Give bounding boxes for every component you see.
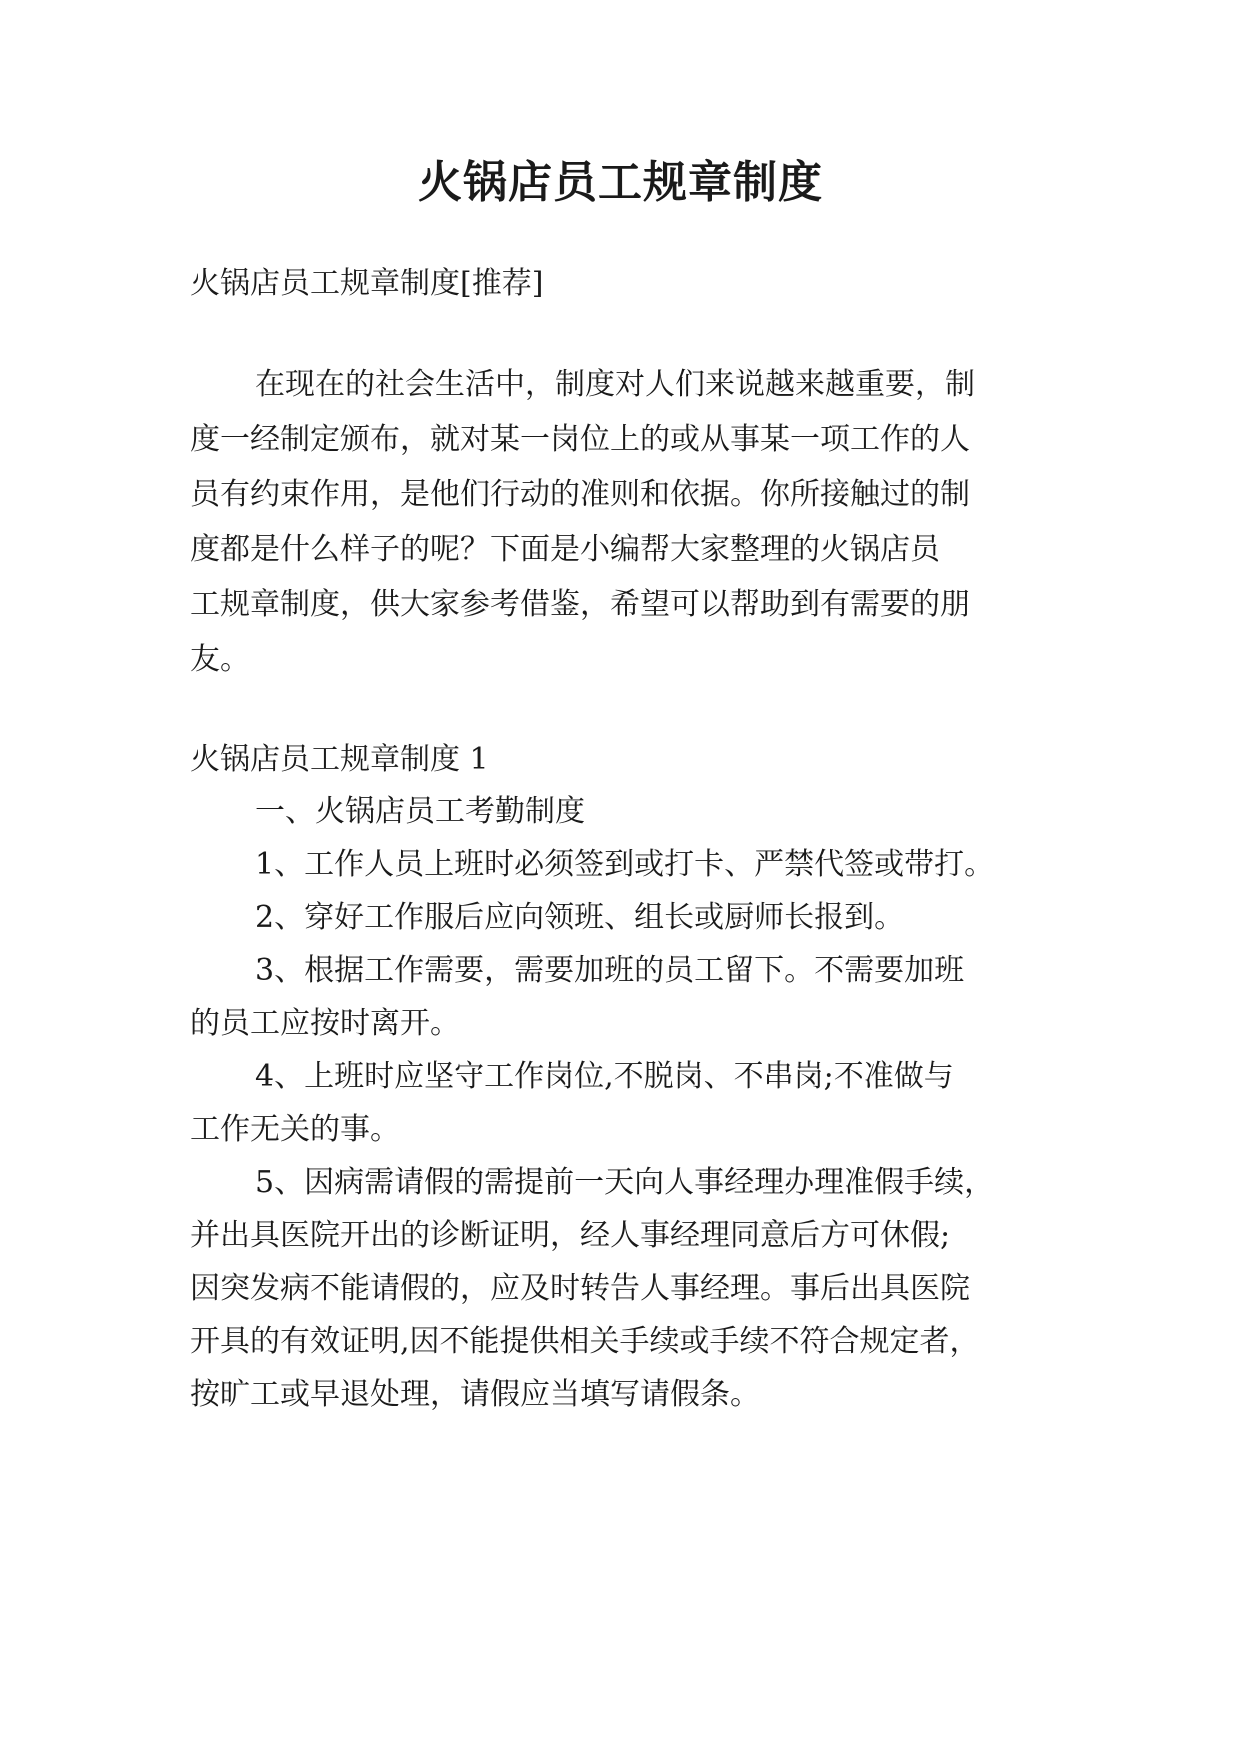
subsection-title: 一、火锅店员工考勤制度 <box>255 794 585 829</box>
item-line-5: 4、上班时应坚守工作岗位,不脱岗、不串岗;不准做与 <box>255 1059 954 1094</box>
item-line-3: 3、根据工作需要，需要加班的员工留下。不需要加班 <box>255 953 965 988</box>
item-line-2: 2、穿好工作服后应向领班、组长或厨师长报到。 <box>255 900 905 935</box>
item-line-8: 并出具医院开出的诊断证明，经人事经理同意后方可休假; <box>190 1218 951 1253</box>
item-line-11: 按旷工或早退处理，请假应当填写请假条。 <box>190 1377 760 1412</box>
document-title: 火锅店员工规章制度 <box>418 157 823 208</box>
intro-line-1: 在现在的社会生活中，制度对人们来说越来越重要，制 <box>255 367 975 402</box>
item-line-10: 开具的有效证明,因不能提供相关手续或手续不符合规定者， <box>190 1324 980 1359</box>
intro-line-2: 度一经制定颁布，就对某一岗位上的或从事某一项工作的人 <box>190 422 970 457</box>
intro-line-4: 度都是什么样子的呢？下面是小编帮大家整理的火锅店员 <box>190 532 940 567</box>
intro-line-6: 友。 <box>190 642 250 677</box>
intro-line-5: 工规章制度，供大家参考借鉴，希望可以帮助到有需要的朋 <box>190 587 970 622</box>
intro-line-3: 员有约束作用，是他们行动的准则和依据。你所接触过的制 <box>190 477 970 512</box>
section-title: 火锅店员工规章制度 1 <box>190 742 489 777</box>
document-subtitle: 火锅店员工规章制度[推荐] <box>190 266 544 301</box>
item-line-4: 的员工应按时离开。 <box>190 1006 460 1041</box>
item-line-6: 工作无关的事。 <box>190 1112 400 1147</box>
item-line-7: 5、因病需请假的需提前一天向人事经理办理准假手续， <box>255 1165 995 1200</box>
item-line-9: 因突发病不能请假的，应及时转告人事经理。事后出具医院 <box>190 1271 970 1306</box>
item-line-1: 1、工作人员上班时必须签到或打卡、严禁代签或带打。 <box>255 847 995 882</box>
